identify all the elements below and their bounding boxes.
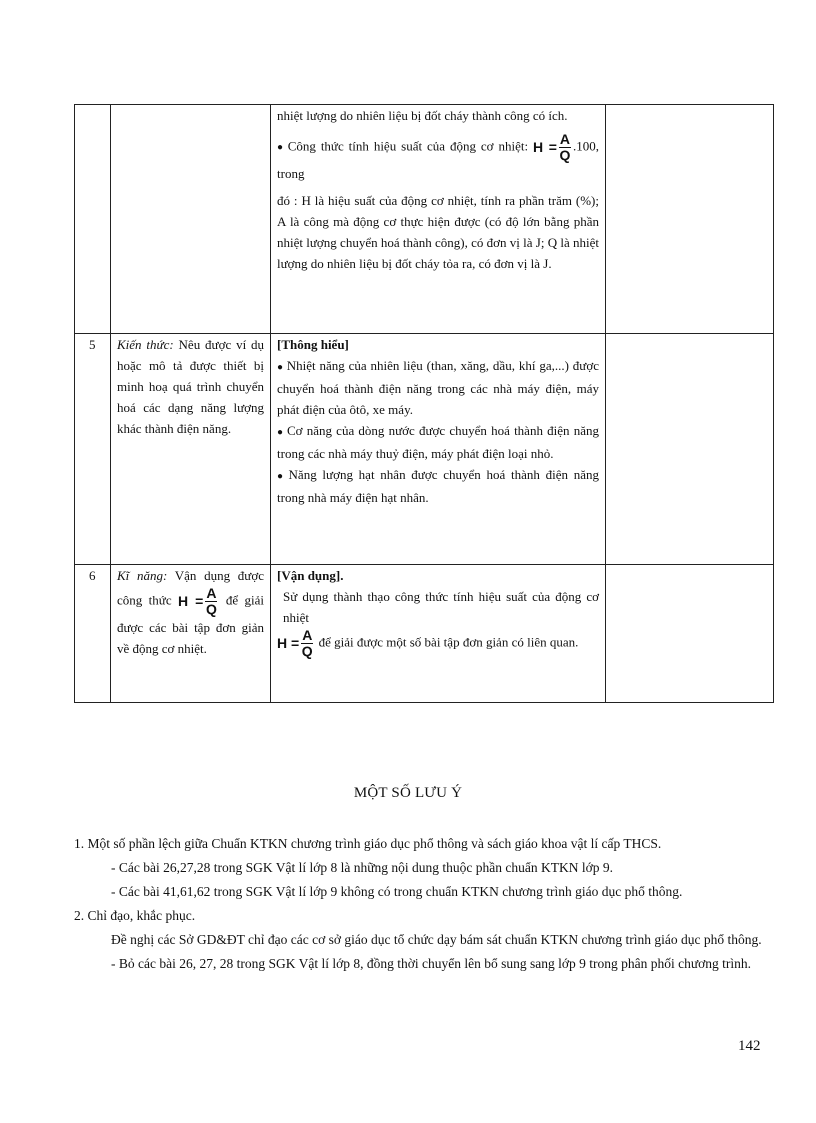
- notes-subitem: Đề nghị các Sở GD&ĐT chỉ đạo các cơ sở giáo dục tổ chức dạy bám sát chuẩn KTKN chương trình giáo dục phổ thông.: [111, 932, 762, 947]
- row-number: 6: [89, 568, 96, 583]
- bullet-item: [277, 464, 599, 508]
- standard-text: để giải được các bài tập đơn giản về động cơ nhiệt.: [117, 592, 265, 656]
- fraction: [559, 132, 571, 163]
- bullet-icon: ●: [277, 427, 284, 438]
- bullet-icon: ●: [277, 362, 284, 373]
- description-line: Sử dụng thành thạo công thức tính hiệu suất của động cơ nhiệt: [283, 589, 599, 625]
- standards-table: [74, 104, 774, 703]
- standard-label: Kiến thức:: [117, 337, 174, 352]
- formula-lhs: H =: [178, 593, 204, 609]
- fraction: [205, 586, 217, 617]
- standard-text: Vận dụng được công thức: [117, 568, 264, 608]
- level-tag: [Thông hiểu]: [277, 337, 349, 352]
- notes-item: 1. Một số phần lệch giữa Chuẩn KTKN chương trình giáo dục phổ thông và sách giáo khoa vật lí cấp THCS.: [74, 836, 662, 851]
- description-text: để giải được một số bài tập đơn giản có liên quan.: [318, 634, 579, 650]
- standard-cell: [111, 334, 271, 565]
- note-cell: [606, 105, 774, 334]
- notes-heading: MỘT SỐ LƯU Ý: [353, 785, 463, 801]
- bullet-item: [277, 420, 599, 464]
- standard-text: Nêu được ví dụ hoặc mô tả được thiết bị minh hoạ quá trình chuyển hoá các dạng năng lượng khác thành điện năng.: [117, 337, 265, 436]
- bullet-text: Năng lượng hạt nhân được chuyển hoá thành điện năng trong nhà máy điện hạt nhân.: [277, 467, 599, 505]
- standard-cell: [111, 105, 271, 334]
- fraction-denominator: Q: [301, 643, 313, 659]
- bullet-text: Nhiệt năng của nhiên liệu (than, xăng, dầu, khí ga,...) được chuyển hoá thành điện năng trong các nhà máy điện, máy phát điện của ôtô, xe máy.: [277, 358, 599, 417]
- table-row: [75, 105, 774, 334]
- page-number: 142: [738, 1038, 761, 1054]
- description-cell: [271, 105, 606, 334]
- bullet-icon: ●: [277, 142, 285, 154]
- table-row: [75, 565, 774, 703]
- description-line: nhiệt lượng do nhiên liệu bị đốt cháy thành công có ích.: [277, 108, 568, 123]
- level-tag: [Vận dụng].: [277, 568, 344, 583]
- row-number-cell: [75, 334, 111, 565]
- fraction-numerator: A: [206, 585, 217, 601]
- formula-explanation: đó : H là hiệu suất của động cơ nhiệt, tính ra phần trăm (%); A là công mà động cơ thực hiện được (có độ lớn bằng phần nhiệt lượng chuyển hoá thành công), có đơn vị là J; Q là nhiệt lượng do nhiên liệu bị đốt cháy tỏa ra, có đơn vị là J.: [277, 193, 599, 271]
- description-cell: [271, 565, 606, 703]
- fraction-numerator: A: [559, 131, 570, 147]
- notes-subitem: - Các bài 26,27,28 trong SGK Vật lí lớp 8 là những nội dung thuộc phần chuẩn KTKN lớp 9.: [111, 860, 614, 875]
- formula-lhs: H =: [277, 635, 300, 651]
- formula-paragraph: [277, 628, 599, 659]
- notes-subitem: - Các bài 41,61,62 trong SGK Vật lí lớp 9 không có trong chuẩn KTKN chương trình giáo dục phổ thông.: [111, 884, 683, 899]
- description-cell: [271, 334, 606, 565]
- notes-section: [74, 832, 774, 976]
- row-number-cell: [75, 105, 111, 334]
- fraction-denominator: Q: [559, 147, 571, 163]
- fraction: [301, 628, 313, 659]
- formula-intro: Công thức tính hiệu suất của động cơ nhiệt:: [287, 138, 529, 154]
- formula-lhs: H =: [533, 139, 557, 155]
- row-number: 5: [89, 337, 96, 352]
- note-cell: [606, 565, 774, 703]
- fraction-numerator: A: [302, 627, 313, 643]
- note-cell: [606, 334, 774, 565]
- notes-subitem: - Bỏ các bài 26, 27, 28 trong SGK Vật lí lớp 8, đồng thời chuyển lên bổ sung sang lớp 9 trong phân phối chương trình.: [111, 956, 752, 971]
- bullet-item: [277, 355, 599, 420]
- notes-item: 2. Chỉ đạo, khắc phục.: [74, 908, 196, 923]
- standard-cell: [111, 565, 271, 703]
- efficiency-formula-paragraph: [277, 132, 599, 184]
- standard-label: Kĩ năng:: [117, 568, 168, 583]
- row-number-cell: [75, 565, 111, 703]
- formula-tail: .100, trong: [277, 138, 599, 181]
- fraction-denominator: Q: [205, 601, 217, 617]
- bullet-text: Cơ năng của dòng nước được chuyển hoá thành điện năng trong các nhà máy thuỷ điện, máy phát điện loại nhỏ.: [277, 423, 599, 461]
- table-row: [75, 334, 774, 565]
- bullet-icon: ●: [277, 471, 286, 482]
